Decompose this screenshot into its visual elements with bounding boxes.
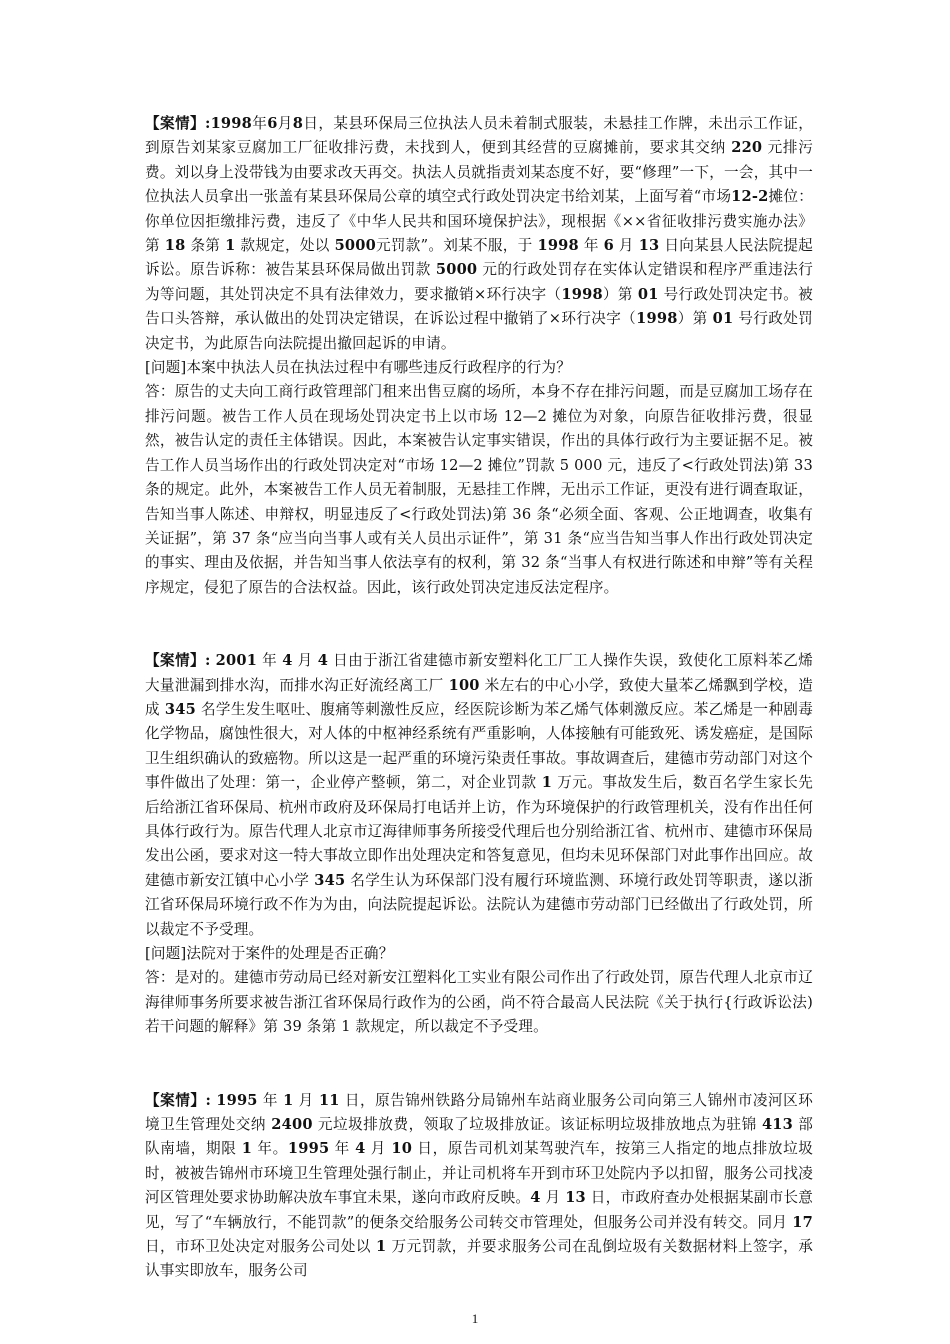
section-gap (145, 600, 813, 649)
section-gap (145, 1040, 813, 1089)
case2-question: [问题]法院对于案件的处理是否正确？ (145, 945, 394, 962)
case1-question: [问题]本案中执法人员在执法过程中有哪些违反行政程序的行为？ (145, 359, 572, 377)
case2-answer: 答：是对的。建德市劳动局已经对新安江塑料化工实业有限公司作出了行政处罚，原告代理人北京市辽海律师事务所要求被告浙江省环保局行政作为的公函，尚不符合最高人民法院《关于执行{行政诉讼法)若干问题的解释》第 39 条第 1 款规定，所以裁定不予受理。 (145, 969, 813, 1036)
case2-heading: 【案情】 (145, 652, 206, 670)
case2-facts: 【案情】: 2001 年 4 月 4 日由于浙江省建德市新安塑料化工厂工人操作失误，致使化工原料苯乙烯大量泄漏到排水沟，而排水沟正好流经离工厂 100 米左右的中心小学，致使大量苯乙烯飘到学校，造成 345 名学生发生呕吐、腹痛等刺激性反应，经医院诊断为苯乙烯气体刺激反应。苯乙烯是一种剧毒化学物品，腐蚀性很大，对人体的中枢神经系统有严重影响，人体接触有可能致死、诱发癌症，是国际卫生组织确认的致癌物。所以这是一起严重的环境污染责任事故。事故调查后，建德市劳动部门对这个事件做出了处理：第一，企业停产整顿，第二，对企业罚款 1 万元。事故发生后，数百名学生家长先后给浙江省环保局、杭州市政府及环保局打电话并上访，作为环境保护的行政管理机关，没有作出任何具体行政行为。原告代理人北京市辽海律师事务所接受代理后也分别给浙江省、杭州市、建德市环保局发出公函，要求对这一特大事故立即作出处理决定和答复意见，但均未见环保部门对此事作出回应。故建德市新安江镇中心小学 345 名学生认为环保部门没有履行环境监测、环境行政处罚等职责，遂以浙江省环保局环境行政不作为为由，向法院提起诉讼。法院认为建德市劳动部门已经做出了行政处罚，所以裁定不予受理。 (145, 652, 814, 938)
page-number: 1 (471, 1311, 479, 1326)
document-page (145, 112, 813, 1284)
case1-facts: 【案情】:1998年6月8日，某县环保局三位执法人员未着制式服装，未悬挂工作牌，未出示工作证，到原告刘某家豆腐加工厂征收排污费，未找到人，便到其经营的豆腐摊前，要求其交纳 220 元排污费。刘以身上没带钱为由要求改天再交。执法人员就指责刘某态度不好，要“修理”一下，一会，其中一位执法人员拿出一张盖有某县环保局公章的填空式行政处罚决定书给刘某，上面写着“市场12-2摊位：你单位因拒缴排污费，违反了《中华人民共和国环境保护法》，现根据《××省征收排污费实施办法》第 18 条第 1 款规定，处以 5000元罚款”。刘某不服，于 1998 年 6 月 13 日向某县人民法院提起诉讼。原告诉称：被告某县环保局做出罚款 5000 元的行政处罚存在实体认定错误和程序严重违法行为等问题，其处罚决定不具有法律效力，要求撤销×环行决字（1998）第 01 号行政处罚决定书。被告口头答辩，承认做出的处罚决定错误，在诉讼过程中撤销了×环行决字（1998）第 01 号行政处罚决定书，为此原告向法院提出撤回起诉的申请。 (145, 115, 814, 352)
case3-facts: 【案情】: 1995 年 1 月 11 日，原告锦州铁路分局锦州车站商业服务公司向第三人锦州市凌河区环境卫生管理处交纳 2400 元垃圾排放费，领取了垃圾排放证。该证标明垃圾排放地点为驻锦 413 部队南墙，期限 1 年。1995 年 4 月 10 日，原告司机刘某驾驶汽车，按第三人指定的地点排放垃圾时，被被告锦州市环境卫生管理处强行制止，并让司机将车开到市环卫处院内予以扣留，服务公司找凌河区管理处要求协助解决放车事宜未果，遂向市政府反映。4 月 13 日，市政府查办处根据某副市长意见，写了“车辆放行，不能罚款”的便条交给服务公司转交市管理处，但服务公司并没有转交。同月 17 日，市环卫处决定对服务公司处以 1 万元罚款，并要求服务公司在乱倒垃圾有关数据材料上签字，承认事实即放车，服务公司 (145, 1091, 814, 1280)
case1-answer: 答：原告的丈夫向工商行政管理部门租来出售豆腐的场所，本身不存在排污问题，而是豆腐加工场存在排污问题。被告工作人员在现场处罚决定书上以市场 12—2 摊位为对象，向原告征收排污费，很显然，被告认定的责任主体错误。因此，本案被告认定事实错误，作出的具体行政行为主要证据不足。被告工作人员当场作出的行政处罚决定对“市场 12—2 摊位”罚款 5 000 元，违反了<行政处罚法)第 33 条的规定。此外，本案被告工作人员无着制服，无悬挂工作牌，无出示工作证，更没有进行调查取证，告知当事人陈述、申辩权，明显违反了<行政处罚法)第 36 条“必须全面、客观、公正地调查，收集有关证据”，第 37 条“应当向当事人或有关人员出示证件”，第 31 条“应当告知当事人作出行政处罚决定的事实、理由及依据，并告知当事人依法享有的权利，第 32 条“当事人有权进行陈述和申辩”等有关程序规定，侵犯了原告的合法权益。因此，该行政处罚决定违反法定程序。 (145, 383, 813, 596)
case1-heading: 【案情】 (145, 115, 205, 132)
case3-heading: 【案情】 (145, 1091, 206, 1109)
